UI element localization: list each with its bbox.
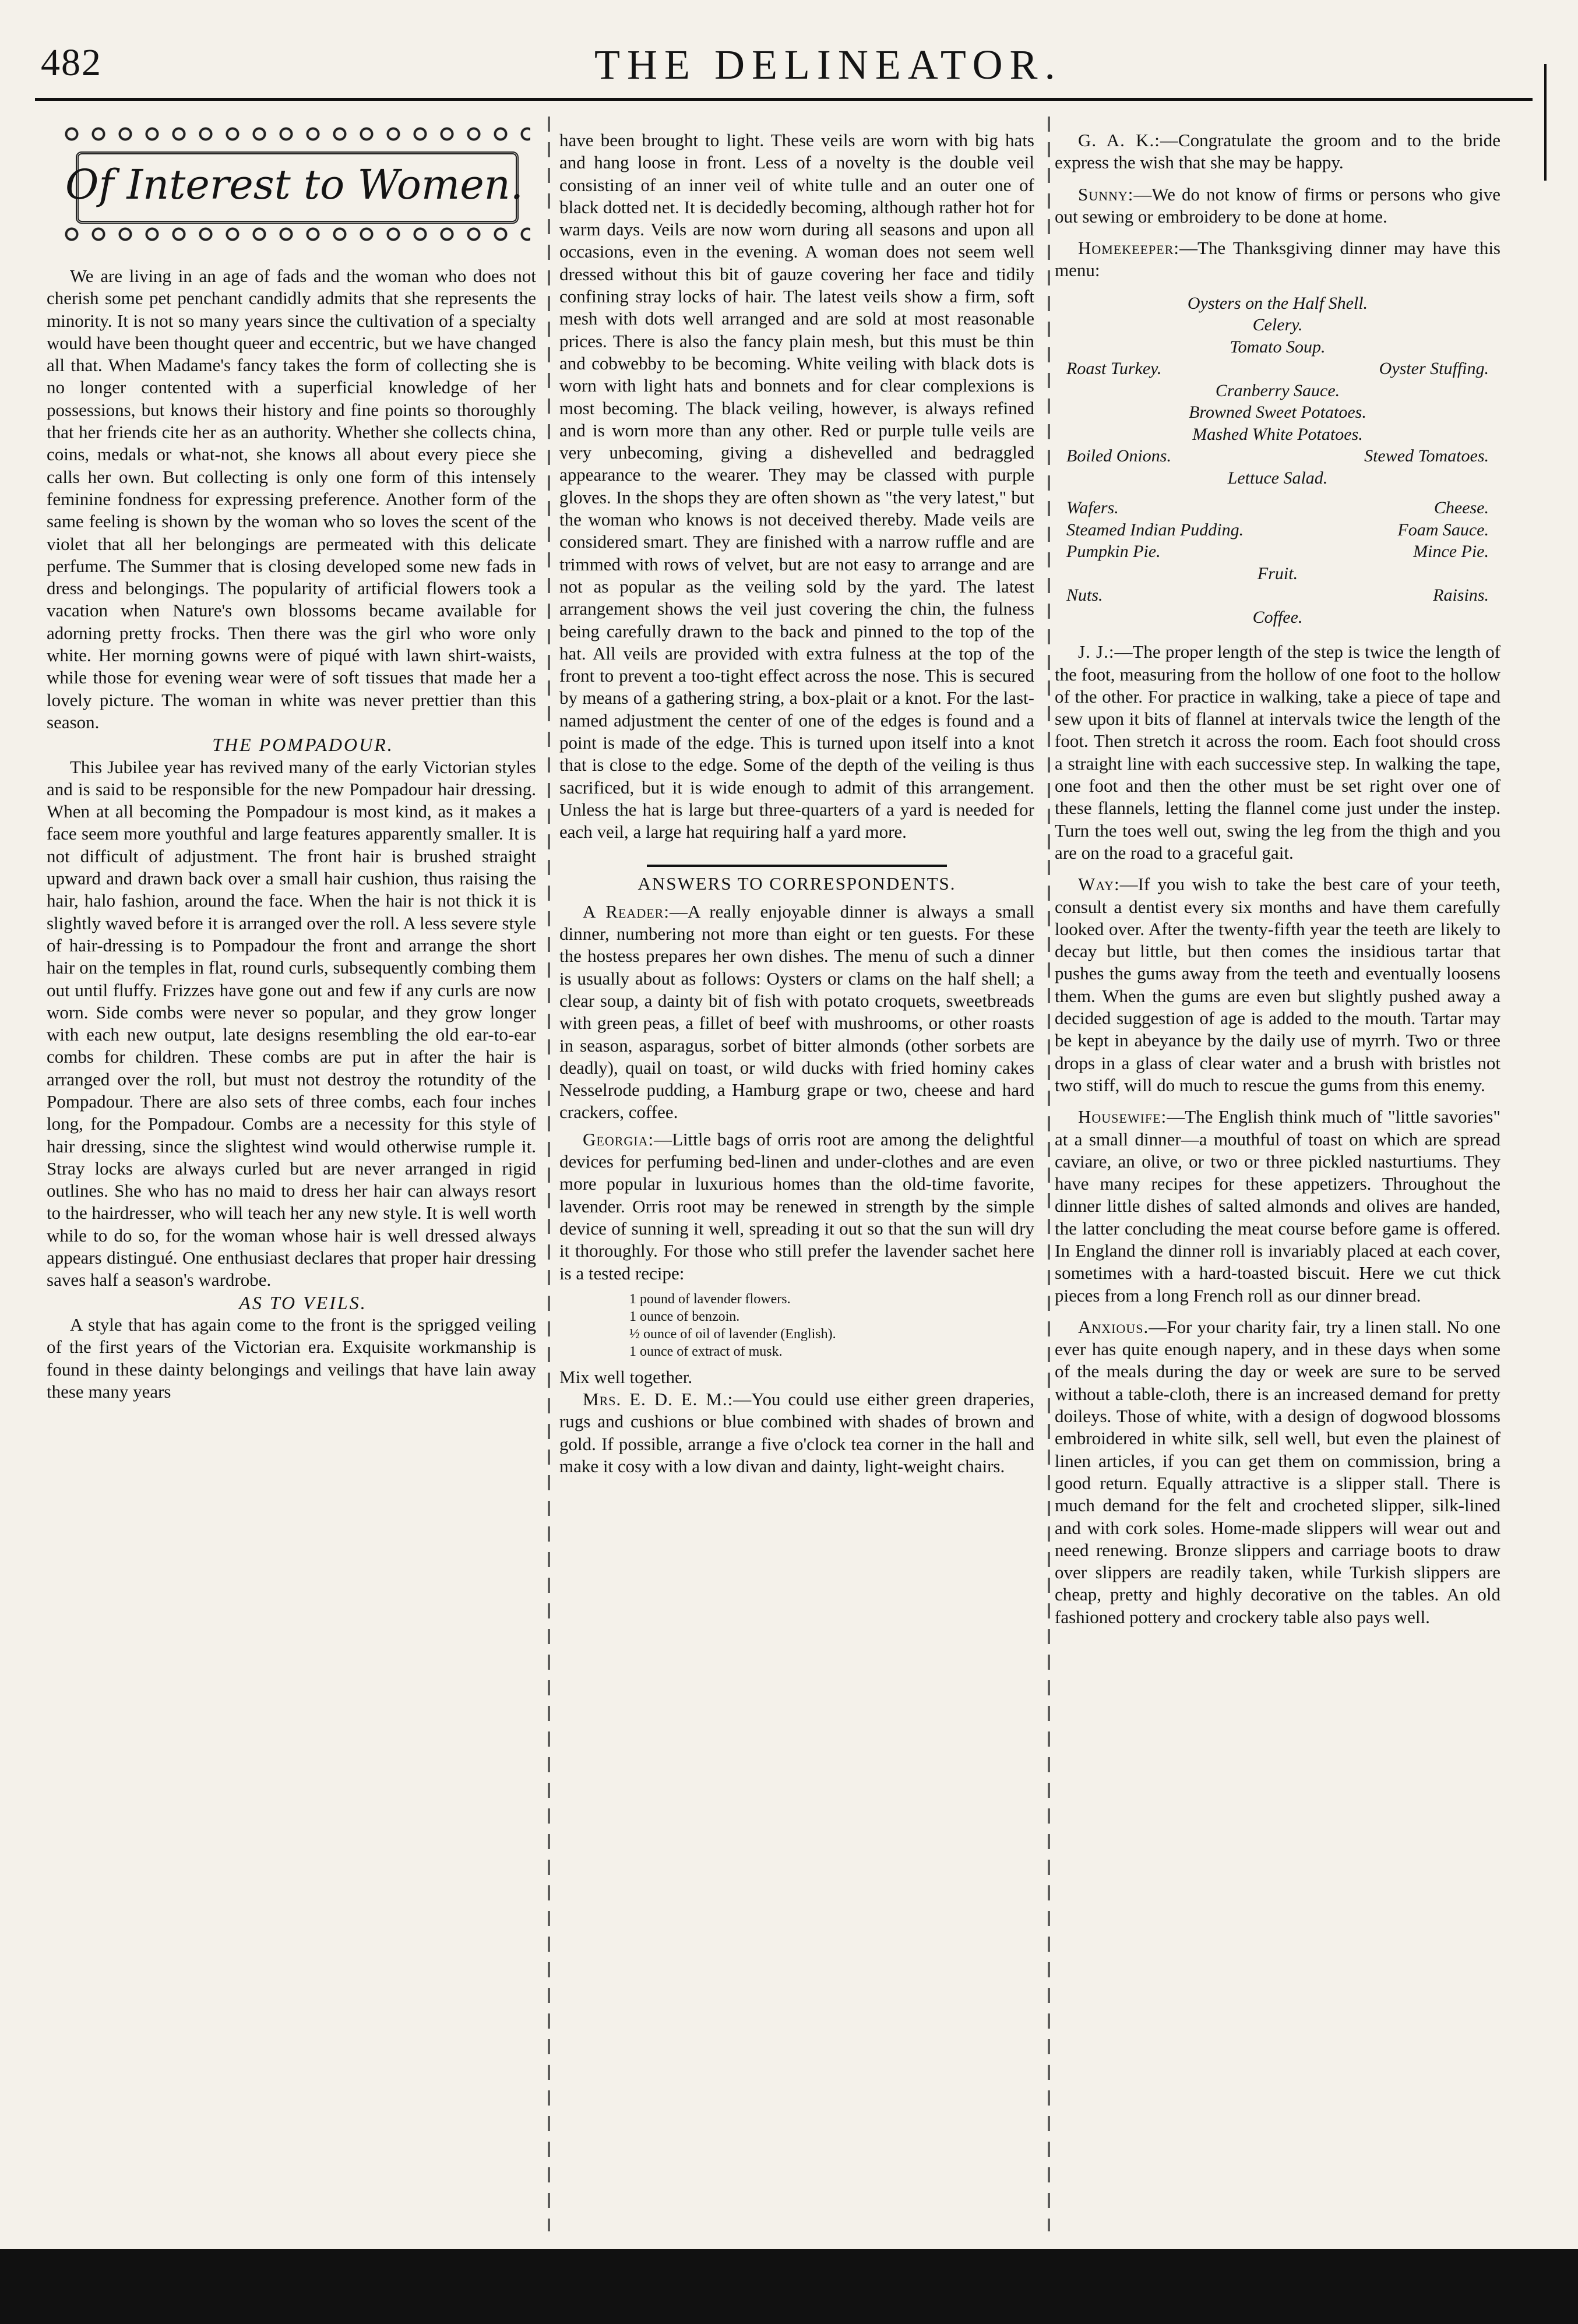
column-rule bbox=[548, 117, 550, 2231]
page-edge-mark bbox=[1544, 64, 1558, 181]
menu-line: Foam Sauce. bbox=[1397, 520, 1489, 539]
thanksgiving-menu bbox=[1055, 292, 1500, 629]
answer-text: —Congratulate the groom and to the bride express the wish that she may be happy. bbox=[1055, 130, 1500, 173]
menu-line: Pumpkin Pie. bbox=[1066, 542, 1161, 562]
menu-line: Mashed White Potatoes. bbox=[1192, 424, 1363, 444]
correspondent-name: Anxious. bbox=[1078, 1316, 1149, 1337]
menu-row bbox=[1055, 519, 1500, 541]
answer-text: —The Thanksgiving dinner may have this menu: bbox=[1055, 238, 1500, 281]
answer-item bbox=[1055, 1316, 1500, 1628]
correspondent-name: A Reader: bbox=[583, 901, 670, 922]
menu-line: Stewed Tomatoes. bbox=[1364, 446, 1489, 466]
menu-line: Browned Sweet Potatoes. bbox=[1189, 403, 1366, 422]
menu-line: Lettuce Salad. bbox=[1227, 468, 1328, 488]
correspondent-name: Georgia: bbox=[583, 1129, 654, 1149]
answer-item bbox=[1055, 641, 1500, 864]
column-left bbox=[47, 265, 536, 1403]
menu-line: Tomato Soup. bbox=[1230, 337, 1326, 357]
column-middle bbox=[559, 129, 1034, 1477]
menu-line: Boiled Onions. bbox=[1066, 446, 1171, 466]
menu-row bbox=[1055, 445, 1500, 467]
menu-line: Cranberry Sauce. bbox=[1215, 380, 1340, 400]
answer-item bbox=[1055, 129, 1500, 174]
menu-line: Raisins. bbox=[1433, 586, 1489, 605]
answer-item bbox=[559, 1388, 1034, 1477]
recipe-item: 1 ounce of extract of musk. bbox=[629, 1343, 783, 1359]
menu-line: Steamed Indian Pudding. bbox=[1066, 520, 1244, 539]
masthead: THE DELINEATOR. bbox=[594, 41, 1062, 88]
answer-item bbox=[1055, 237, 1500, 282]
answer-text: —If you wish to take the best care of your teeth, consult a dentist every six months and have them carefully looked over. After the twenty-fifth year the teeth are likely to decay but little, but then comes the insidious tartar that pushes the gums away from the teeth and eventually loosens them. When the gums are even but slightly pushed away a decided suggestion of age is added to the mouth. Tartar may be kept in abeyance by the daily use of myrrh. Two or three drops in a glass of clear water and a brush with bristles not two stiff, will do much to rescue the gums from this enemy. bbox=[1055, 874, 1500, 1095]
recipe-item: ½ ounce of oil of lavender (English). bbox=[629, 1326, 836, 1342]
answer-item bbox=[1055, 873, 1500, 1096]
answer-text: —Little bags of orris root are among the delightful devices for perfuming bed-linen and under-clothes and are even more popular in luxurious homes than the old-time favorite, lavender. Orris root may be renewed in strength by the simple device of sunning it well, spreading it out so that the sun will dry it thoroughly. For those who still prefer the lavender sachet here is a tested recipe: bbox=[559, 1129, 1034, 1283]
ornament-chain-bottom bbox=[58, 225, 530, 244]
recipe-list bbox=[629, 1290, 1034, 1360]
article-paragraph: We are living in an age of fads and the woman who does not cherish some pet penchant candidly admits that she represents the minority. It is not so many years since the cultivation of a specialty would have been thought queer and eccentric, but we have changed all that. When Madame's fancy takes the form of collecting she is no longer contented with a superficial knowledge of her possessions, but knows their history and fine points so thoroughly that her friends cite her as an authority. Whether she collects china, coins, medals or what-not, she knows all about every piece she calls her own. But collecting is only one form of this intensely feminine fondness for expressing preference. Another form of the same feeling is shown by the woman who so loves the scent of the violet that all her belongings are permeated with this delicate perfume. The Summer that is closing developed some new fads in dress and belongings. The popularity of artificial flowers took a vacation when Nature's own blossoms became available for adorning pretty frocks. Then there was the girl who wore only white. Her morning gowns were of piqué with lawn shirt-waists, while those for evening wear were of soft tissues that made her a lovely picture. The woman in white was never prettier than this season. bbox=[47, 266, 536, 732]
ornament-chain-top bbox=[58, 125, 530, 143]
article-paragraph: This Jubilee year has revived many of the early Victorian styles and is said to be responsible for the new Pompadour hair dressing. When at all becoming the Pompadour is most kind, as it makes a face seem more youthful and large features apparently smaller. It is not difficult of adjustment. The front hair is brushed straight upward and drawn back over a small hair cushion, thus raising the hair, halo fashion, around the face. When the hair is not thick it is slightly waved before it is arranged over the roll. A less severe style of hair-dressing is to Pompadour the front and arrange the short hair on the temples in flat, round curls, subsequently combing them out until fluffy. Frizzes have gone out and few if any curls are now worn. Side combs were never so popular, and they grow longer with each new output, late designs resembling the old ear-to-ear combs for children. These combs are put in after the hair is arranged over the roll, but must not destroy the rotundity of the Pompadour. There are also sets of three combs, each four inches long, for the Pompadour. Combs are a necessity for this style of hair dressing, since the slightest wind would otherwise rumple it. Stray locks are always curled but are never arranged in rigid outlines. She who has no maid to dress her hair can always resort to the hairdresser, who will teach her any new style. It is well worth while to do so, for the woman whose hair is well dressed always appears distingué. One enthusiast declares that proper hair dressing saves half a season's wardrobe. bbox=[47, 756, 536, 1290]
article-paragraph: have been brought to light. These veils are worn with big hats and hang loose in front. Less of a novelty is the double veil consisting of an inner veil of white tulle and an outer one of black dotted net. It is decidedly becoming, although rather hot for warm days. Veils are now worn during all seasons and upon all occasions, even in the evening. A woman does not seem well dressed without this bit of gauze covering her face and tidily confining stray locks of hair. The latest veils show a firm, soft mesh with dots well arranged and are sold at most reasonable prices. There is also the fancy plain mesh, but this must be thin and cobwebby to be becoming. White veiling with black dots is worn with light hats and bonnets and for clear complexions is most becoming. The black veiling, however, is always refined and is worn more than any other. Red or purple tulle veils are very unbecoming, giving a dishevelled and bedraggled appearance to the wearer. They may be classed with purple gloves. In the shops they are often shown as "the very latest," but the woman who knows is not deceived thereby. Made veils are considered smart. They are finished with a narrow ruffle and are trimmed with rows of velvet, but are not easy to arrange and are not as popular as the veiling sold by the yard. The latest arrangement shows the veil just covering the chin, the fulness being carefully drawn to the back and pinned to the top of the hat. All veils are provided with extra fulness at the top of the front to prevent a too-tight effect across the nose. This is secured by means of a gathering string, a box-plait or a knot. For the last-named adjustment the center of one of the edges is found and a point is made of the edge. This is turned upon itself into a knot that is close to the edge. Some of the depth of the veiling is thus sacrificed, but it is wide enough to admit of this arrangement. Unless the hat is large but three-quarters of a yard is needed for each veil, a large hat requiring half a yard more. bbox=[559, 130, 1034, 842]
recipe-item: 1 ounce of benzoin. bbox=[629, 1309, 740, 1324]
menu-row bbox=[1055, 541, 1500, 563]
correspondent-name: Way: bbox=[1078, 874, 1120, 895]
answer-text: —For your charity fair, try a linen stall. No one ever has quite enough napery, and in these days when some of the meals during the day or week are sure to be served without a table-cloth, there is an increased demand for pretty doileys. Those of white, with a design of dogwood blossoms embroidered in white silk, sell well, but even the plainest of linen articles, if you can get them on commission, bring a good return. Equally attractive is a slipper stall. There is much demand for the felt and crocheted slipper, silk-lined and with cork soles. Home-made slippers will wear out and need renewing. Bronze slippers and carriage boots to draw over slippers are readily taken, while Turkish slippers are cheap, pretty and highly decorative on the tables. An old fashioned pottery and crockery table also pays well. bbox=[1055, 1316, 1500, 1627]
section-heading: Of Interest to Women. bbox=[65, 161, 524, 209]
correspondent-name: G. A. K.: bbox=[1078, 130, 1160, 150]
column-rule bbox=[1048, 117, 1050, 2231]
menu-line: Oyster Stuffing. bbox=[1379, 359, 1489, 379]
correspondent-name: Housewife: bbox=[1078, 1106, 1167, 1127]
recipe-note: Mix well together. bbox=[559, 1366, 693, 1387]
answer-text: —We do not know of firms or persons who give out sewing or embroidery to be done at home. bbox=[1055, 184, 1500, 227]
answer-item bbox=[1055, 184, 1500, 228]
menu-line: Wafers. bbox=[1066, 498, 1119, 518]
correspondent-name: J. J.: bbox=[1078, 641, 1115, 662]
answer-text: —The English think much of "little savories" at a small dinner—a mouthful of toast on which are spread caviare, an olive, or two or three pickled nasturtiums. They have many recipes for these appetizers. Throughout the dinner little dishes of salted almonds and olives are handed, the latter concluding the meat course before game is offered. In England the dinner roll is invariably placed at each cover, sometimes with a hard-toasted biscuit. Here we cut thick pieces from a long French roll as our dinner bread. bbox=[1055, 1106, 1500, 1306]
article-paragraph: A style that has again come to the front is the sprigged veiling of the first years of the Victorian era. Exquisite workmanship is found in these dainty belongings and veilings that have lain away these many years bbox=[47, 1314, 536, 1402]
menu-row bbox=[1055, 358, 1500, 380]
correspondent-name: Homekeeper: bbox=[1078, 238, 1179, 259]
menu-line: Roast Turkey. bbox=[1066, 359, 1162, 379]
answer-item bbox=[559, 901, 1034, 1124]
correspondent-name: Mrs. E. D. E. M.: bbox=[583, 1389, 734, 1410]
menu-row bbox=[1055, 497, 1500, 519]
menu-line: Oysters on the Half Shell. bbox=[1187, 293, 1368, 313]
menu-row bbox=[1055, 584, 1500, 606]
menu-line: Cheese. bbox=[1433, 498, 1489, 518]
recipe-item: 1 pound of lavender flowers. bbox=[629, 1291, 791, 1307]
section-rule bbox=[647, 865, 947, 867]
answer-text: —The proper length of the step is twice the length of the foot, measuring from the hollow of one foot to the hollow of the other. For practice in walking, take a piece of tape and sew upon it bits of flannel at intervals twice the length of the foot. Then stretch it across the room. Each foot should cross a straight line with each successive step. In walking the tape, one foot and then the other must be set right over one of these flannels, letting the flannel come just under the instep. Turn the toes well out, swing the leg from the thigh and you are on the road to a graceful gait. bbox=[1055, 641, 1500, 863]
answer-item bbox=[559, 1129, 1034, 1285]
answer-item bbox=[1055, 1106, 1500, 1307]
subheading-veils: AS TO VEILS. bbox=[239, 1292, 367, 1313]
subheading-pompadour: THE POMPADOUR. bbox=[212, 734, 394, 756]
column-right bbox=[1055, 129, 1500, 1628]
menu-line: Coffee. bbox=[1252, 607, 1303, 627]
page-number: 482 bbox=[41, 41, 102, 84]
menu-line: Fruit. bbox=[1257, 563, 1298, 583]
menu-line: Celery. bbox=[1252, 315, 1303, 335]
menu-line: Nuts. bbox=[1066, 586, 1103, 605]
answer-text: —You could use either green draperies, rugs and cushions or blue combined with shades of brown and gold. If possible, arrange a five o'clock tea corner in the hall and make it cosy with a low divan and dainty, light-weight chairs. bbox=[559, 1389, 1034, 1477]
scan-bottom-edge bbox=[0, 2249, 1578, 2324]
header-rule bbox=[35, 98, 1533, 101]
answer-text: —A really enjoyable dinner is always a small dinner, numbering not more than eight or ten guests. For these the hostess prepares her own dishes. The menu of such a dinner is usually about as follows: Oysters or clams on the half shell; a clear soup, a dainty bit of fish with potato croquets, sweetbreads with green peas, a fillet of beef with mushrooms, or other roasts in season, asparagus, sorbet of bitter almonds (other sorbets are deadly), quail on toast, or wild ducks with fried hominy cakes Nesselrode pudding, a Hamburg grape or two, cheese and hard crackers, coffee. bbox=[559, 901, 1035, 1123]
section-heading-ornament bbox=[58, 125, 530, 244]
correspondent-name: Sunny: bbox=[1078, 184, 1134, 204]
menu-line: Mince Pie. bbox=[1413, 542, 1489, 562]
answers-heading: ANSWERS TO CORRESPONDENTS. bbox=[637, 873, 956, 894]
